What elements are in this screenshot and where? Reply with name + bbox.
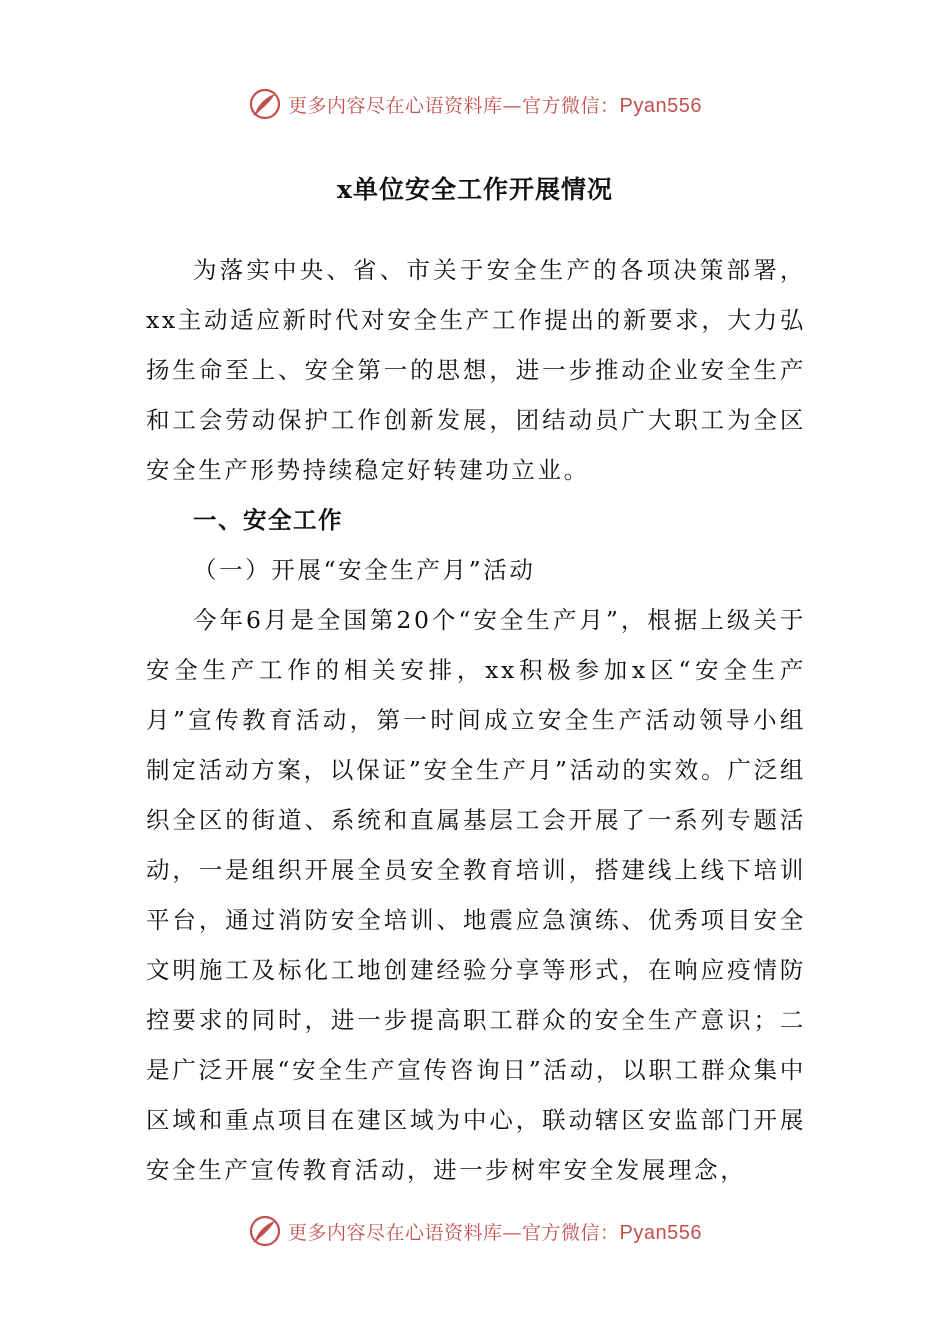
section-heading: 一、安全工作	[193, 506, 343, 534]
subsection-paragraph: 今年6月是全国第20个“安全生产月”，根据上级关于安全生产工作的相关安排，xx积极参加x区“安全生产月”宣传教育活动，第一时间成立安全生产活动领导小组制定活动方案，以保证”安全生产月”活动的实效。广泛组织全区的街道、系统和直属基层工会开展了一系列专题活动，一是组织开展全员安全教育培训，搭建线上线下培训平台，通过消防安全培训、地震应急演练、优秀项目安全文明施工及标化工地创建经验分享等形式，在响应疫情防控要求的同时，进一步提高职工群众的安全生产意识；二是广泛开展“安全生产宣传咨询日”活动，以职工群众集中区域和重点项目在建区域为中心，联动辖区安监部门开展安全生产宣传教育活动，进一步树牢安全发展理念，	[146, 606, 806, 1184]
quill-logo-icon	[248, 1214, 282, 1248]
footer-watermark	[0, 1211, 950, 1251]
watermark-wechat-id: Pyan556	[619, 1221, 702, 1244]
watermark-text: 更多内容尽在心语资料库—官方微信：Pyan556	[288, 1221, 702, 1244]
quill-logo-icon	[248, 87, 282, 121]
subsection-heading: （一）开展“安全生产月”活动	[193, 556, 536, 584]
intro-paragraph: 为落实中央、省、市关于安全生产的各项决策部署，xx主动适应新时代对安全生产工作提出的新要求，大力弘扬生命至上、安全第一的思想，进一步推动企业安全生产和工会劳动保护工作创新发展，团结动员广大职工为全区安全生产形势持续稳定好转建功立业。	[146, 256, 806, 484]
watermark-text: 更多内容尽在心语资料库—官方微信：Pyan556	[288, 94, 702, 117]
document-body	[146, 245, 806, 1195]
header-watermark	[0, 84, 950, 124]
document-title: x单位安全工作开展情况	[337, 175, 613, 204]
watermark-wechat-id: Pyan556	[619, 94, 702, 117]
